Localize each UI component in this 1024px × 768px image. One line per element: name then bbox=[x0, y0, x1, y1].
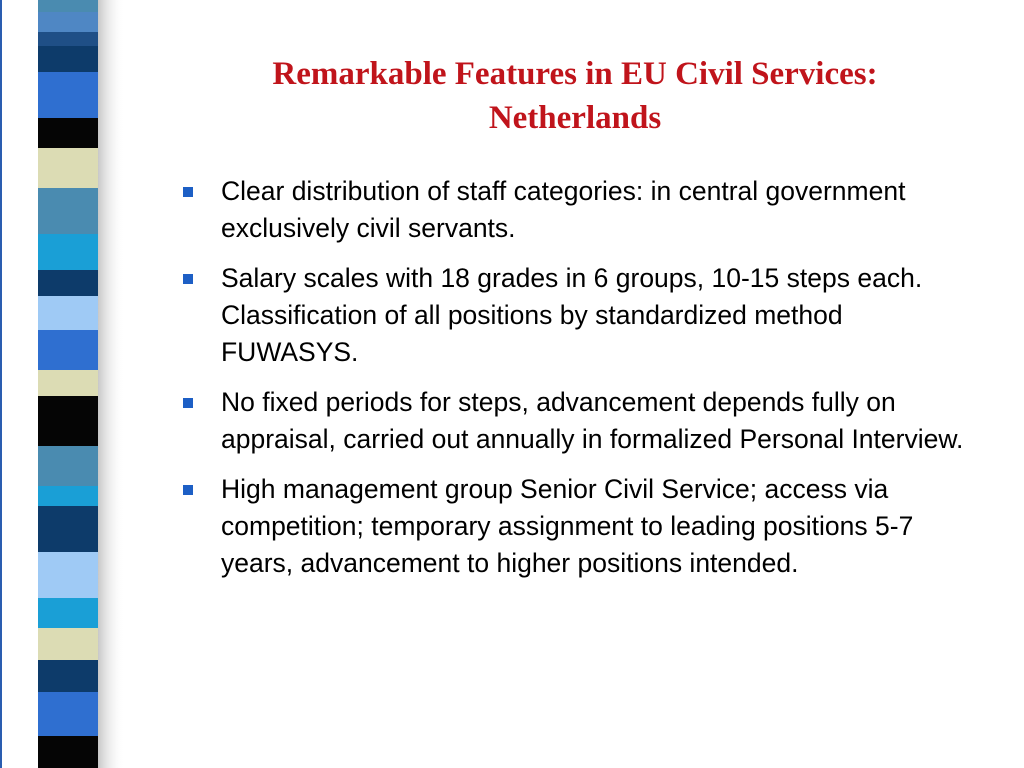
band-stripe bbox=[38, 32, 98, 46]
band-stripe bbox=[38, 736, 98, 768]
band-stripe bbox=[38, 660, 98, 692]
band-stripe bbox=[38, 118, 98, 148]
band-stripe bbox=[38, 12, 98, 32]
bullet-text: High management group Senior Civil Service; access via competition; temporary assignment to leading positions 5-7 years, advancement to higher positions intended. bbox=[221, 474, 914, 578]
band-stripe bbox=[38, 552, 98, 598]
decorative-striped-band bbox=[0, 0, 125, 768]
bullet-text: Clear distribution of staff categories: in central government exclusively civil servants. bbox=[221, 176, 906, 243]
band-stripe bbox=[38, 72, 98, 118]
band-stripe bbox=[38, 46, 98, 72]
bullet-text: Salary scales with 18 grades in 6 groups, 10-15 steps each. Classification of all positions by standardized method FUWASYS. bbox=[221, 263, 923, 367]
band-stripe bbox=[38, 234, 98, 270]
bullet-text: No fixed periods for steps, advancement depends fully on appraisal, carried out annually in formalized Personal Interview. bbox=[221, 387, 964, 454]
striped-band-graphic bbox=[0, 0, 125, 768]
band-stripe bbox=[38, 270, 98, 296]
band-stripe bbox=[38, 598, 98, 628]
square-bullet-icon bbox=[183, 485, 193, 495]
list-item bbox=[183, 384, 983, 458]
band-stripe bbox=[38, 148, 98, 188]
list-item bbox=[183, 260, 983, 371]
band-stripe bbox=[38, 506, 98, 552]
bullet-list bbox=[183, 173, 983, 595]
slide-title bbox=[170, 52, 980, 140]
square-bullet-icon bbox=[183, 274, 193, 284]
band-stripe bbox=[38, 628, 98, 660]
square-bullet-icon bbox=[183, 398, 193, 408]
title-line-1: Remarkable Features in EU Civil Services: bbox=[272, 56, 878, 92]
list-item bbox=[183, 471, 983, 582]
square-bullet-icon bbox=[183, 187, 193, 197]
list-item bbox=[183, 173, 983, 247]
band-stripe bbox=[38, 692, 98, 736]
band-stripe bbox=[38, 486, 98, 506]
band-stripe bbox=[38, 370, 98, 396]
band-stripe bbox=[38, 330, 98, 370]
band-stripe bbox=[38, 0, 98, 12]
title-line-2: Netherlands bbox=[488, 100, 662, 136]
band-stripe bbox=[38, 296, 98, 330]
band-stripe bbox=[38, 396, 98, 446]
band-stripe bbox=[38, 446, 98, 486]
band-gap bbox=[2, 0, 38, 768]
band-stripe bbox=[38, 188, 98, 234]
